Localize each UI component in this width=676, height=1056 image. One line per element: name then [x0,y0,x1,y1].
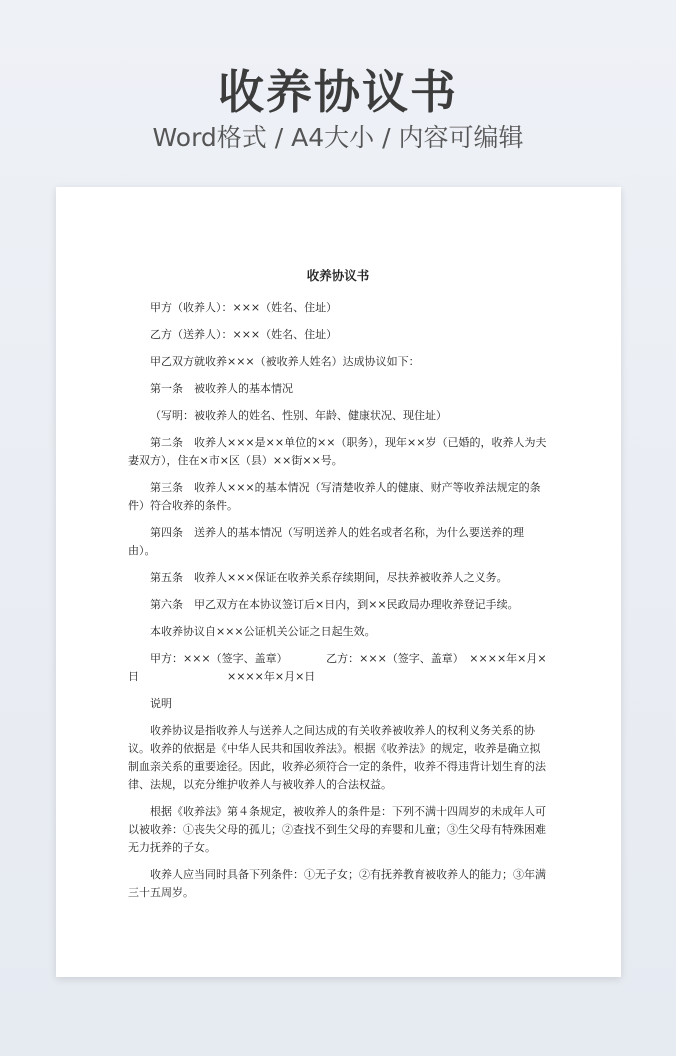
paragraph-article-6: 第六条 甲乙双方在本协议签订后×日内，到××民政局办理收养登记手续。 [150,598,519,611]
paragraph-article-5: 第五条 收养人×××保证在收养关系存续期间，尽扶养被收养人之义务。 [150,571,508,584]
paragraph-notes-1: 收养协议是指收养人与送养人之间达成的有关收养被收养人的权利义务关系的协议。收养的依据是《中华人民共和国收养法》。根据《收养法》的规定，收养是确立拟制血亲关系的重要途径。因此，收养必须符合一定的条件，收养不得违背计划生育的法律、法规，以充分维护收养人与被收养人的合法权益。 [128,724,546,791]
paragraph-article-4: 第四条 送养人的基本情况（写明送养人的姓名或者名称，为什么要送养的理由）。 [128,526,524,557]
paragraph-notes-3: 收养人应当同时具备下列条件：①无子女；②有抚养教育被收养人的能力；③年满三十五周岁。 [128,868,546,899]
banner-title: 收养协议书 [218,65,458,119]
document-page [56,187,621,977]
paragraph-effective: 本收养协议自×××公证机关公证之日起生效。 [150,625,376,638]
document-body [128,267,548,911]
paragraph-article-1-note: （写明：被收养人的姓名、性别、年龄、健康状况、现住址） [150,409,447,422]
paragraph-notes-heading: 说明 [150,697,172,710]
banner-subtitle: Word格式 / A4大小 / 内容可编辑 [152,123,524,152]
paragraph-party-b: 乙方（送养人）：×××（姓名、住址） [150,328,338,341]
paragraph-signatures: 甲方：×××（签字、盖章） 乙方：×××（签字、盖章） ××××年×月×日 ××××年×月×日 [128,652,547,683]
paragraph-notes-2: 根据《收养法》第４条规定，被收养人的条件是：下列不满十四周岁的未成年人可以被收养：①丧失父母的孤儿；②查找不到生父母的弃婴和儿童；③生父母有特殊困难无力抚养的子女。 [128,805,546,854]
paragraph-article-1: 第一条 被收养人的基本情况 [150,382,293,395]
document-title: 收养协议书 [306,268,370,283]
paragraph-intro: 甲乙双方就收养×××（被收养人姓名）达成协议如下： [150,355,420,368]
paragraph-party-a: 甲方（收养人）：×××（姓名、住址） [150,301,338,314]
paragraph-article-2: 第二条 收养人×××是××单位的××（职务），现年××岁（已婚的，收养人为夫妻双方），住在×市×区（县）××街××号。 [128,436,547,467]
paragraph-article-3: 第三条 收养人×××的基本情况（写清楚收养人的健康、财产等收养法规定的条件）符合收养的条件。 [128,481,541,512]
